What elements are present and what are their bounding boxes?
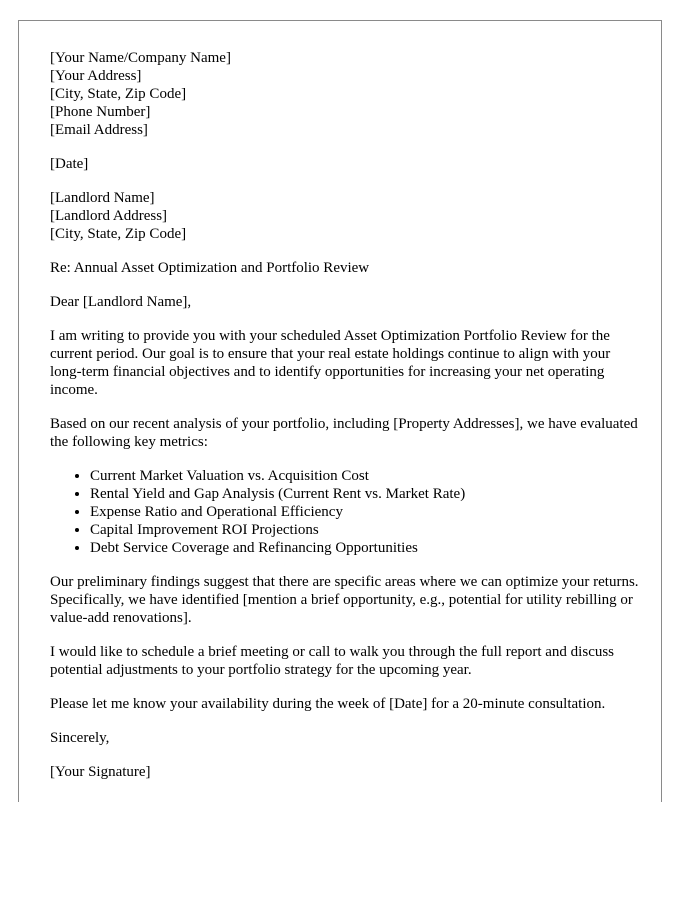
salutation: Dear [Landlord Name],	[50, 294, 192, 310]
subject-line: Re: Annual Asset Optimization and Portfolio Review	[50, 260, 370, 276]
sender-name: [Your Name/Company Name]	[50, 50, 231, 66]
recipient-city-state-zip: [City, State, Zip Code]	[50, 226, 187, 242]
letter-page	[18, 20, 662, 802]
body-paragraph: I am writing to provide you with your scheduled Asset Optimization Portfolio Review for the current period. Our goal is to ensure that your real estate holdings continue to align with your long-term financial objectives and to identify opportunities for increasing your net operating income.	[50, 328, 611, 398]
letter-date: [Date]	[50, 156, 89, 172]
sender-phone: [Phone Number]	[50, 104, 151, 120]
metric-item: • Expense Ratio and Operational Efficiency	[90, 503, 640, 521]
body-paragraph: I would like to schedule a brief meeting or call to walk you through the full report and discuss potential adjustments to your portfolio strategy for the upcoming year.	[50, 644, 615, 678]
sender-address: [Your Address]	[50, 68, 142, 84]
signature: [Your Signature]	[50, 764, 151, 780]
date-line	[50, 155, 640, 173]
body-paragraph: Our preliminary findings suggest that there are specific areas where we can optimize your returns. Specifically, we have identified [mention a brief opportunity, e.g., potential for utility rebilling or value-add renovations].	[50, 574, 639, 626]
metric-item: • Capital Improvement ROI Projections	[90, 521, 640, 539]
metrics-list	[50, 467, 640, 557]
body-paragraph: Based on our recent analysis of your portfolio, including [Property Addresses], we have evaluated the following key metrics:	[50, 416, 638, 450]
recipient-address: [Landlord Address]	[50, 208, 168, 224]
recipient-name: [Landlord Name]	[50, 190, 155, 206]
metric-item: • Debt Service Coverage and Refinancing Opportunities	[90, 539, 640, 557]
body-paragraph: Please let me know your availability during the week of [Date] for a 20-minute consultation.	[50, 696, 606, 712]
sender-email: [Email Address]	[50, 122, 148, 138]
sender-city-state-zip: [City, State, Zip Code]	[50, 86, 187, 102]
metric-item: • Rental Yield and Gap Analysis (Current Rent vs. Market Rate)	[90, 485, 640, 503]
letter-content	[50, 49, 640, 797]
metric-item: • Current Market Valuation vs. Acquisition Cost	[90, 467, 640, 485]
sender-block	[50, 49, 640, 139]
recipient-block	[50, 189, 640, 243]
signoff: Sincerely,	[50, 730, 110, 746]
